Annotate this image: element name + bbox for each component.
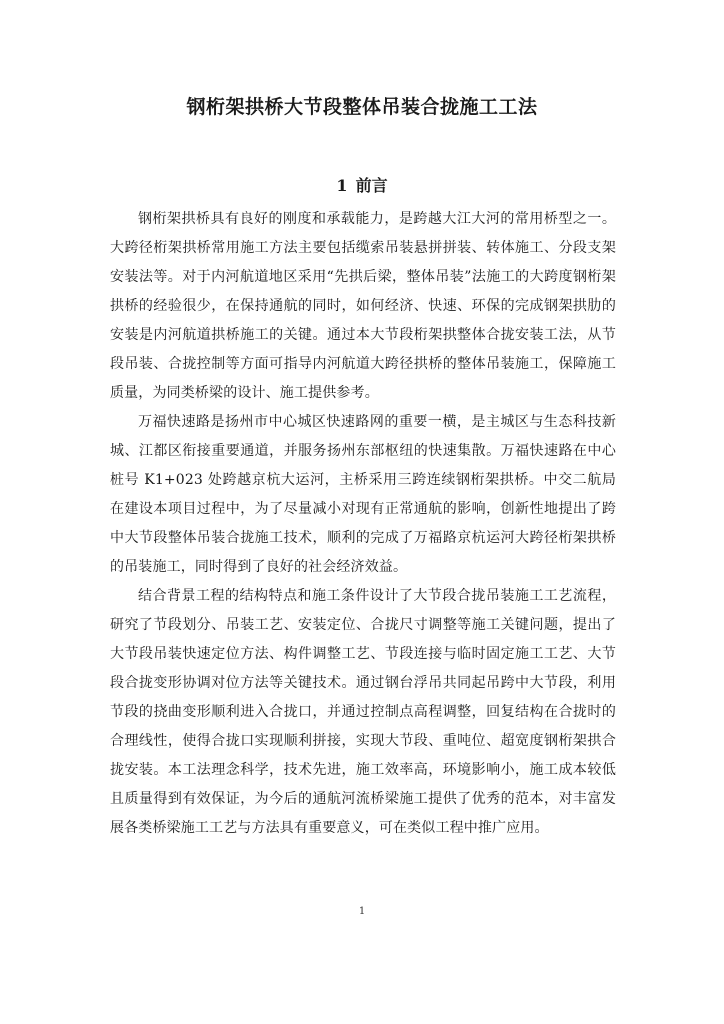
body-text (110, 205, 616, 843)
section-title: 前言 (355, 176, 388, 195)
paragraph-2: 万福快速路是扬州市中心城区快速路网的重要一横，是主城区与生态科技新城、江都区衔接重要通道，并服务扬州东部枢纽的快速集散。万福快速路在中心桩号 K1+023 处跨越京杭大运河，主桥采用三跨连续钢桁架拱桥。中交二航局在建设本项目过程中，为了尽量减小对现有正常通航的影响，创新性地提出了跨中大节段整体吊装合拢施工技术，顺利的完成了万福路京杭运河大跨径桁架拱桥的吊装施工，同时得到了良好的社会经济效益。 (110, 414, 616, 575)
section-heading (0, 173, 724, 196)
section-number: 1 (336, 176, 348, 195)
paragraph-3: 结合背景工程的结构特点和施工条件设计了大节段合拢吊装施工工艺流程，研究了节段划分、吊装工艺、安装定位、合拢尺寸调整等施工关键问题，提出了大节段吊装快速定位方法、构件调整工艺、节段连接与临时固定施工工艺、大节段合拢变形协调对位方法等关键技术。通过钢台浮吊共同起吊跨中大节段，利用节段的挠曲变形顺利进入合拢口，并通过控制点高程调整，回复结构在合拢时的合理线性，使得合拢口实现顺利拼接，实现大节段、重吨位、超宽度钢桁架拱合拢安装。本工法理念科学，技术先进，施工效率高，环境影响小，施工成本较低且质量得到有效保证，为今后的通航河流桥梁施工提供了优秀的范本，对丰富发展各类桥梁施工工艺与方法具有重要意义，可在类似工程中推广应用。 (110, 588, 616, 836)
page-number: 1 (358, 906, 366, 917)
paragraph-1: 钢桁架拱桥具有良好的刚度和承载能力，是跨越大江大河的常用桥型之一。大跨径桁架拱桥常用施工方法主要包括缆索吊装悬拼拼装、转体施工、分段支架安装法等。对于内河航道地区采用“先拱后梁，整体吊装”法施工的大跨度钢桁架拱桥的经验很少，在保持通航的同时，如何经济、快速、环保的完成钢架拱肋的安装是内河航道拱桥施工的关键。通过本大节段桁架拱整体合拢安装工法，从节段吊装、合拢控制等方面可指导内河航道大跨径拱桥的整体吊装施工，保障施工质量，为同类桥梁的设计、施工提供参考。 (110, 211, 616, 401)
document-title: 钢桁架拱桥大节段整体吊装合拢施工工法 (186, 96, 538, 118)
